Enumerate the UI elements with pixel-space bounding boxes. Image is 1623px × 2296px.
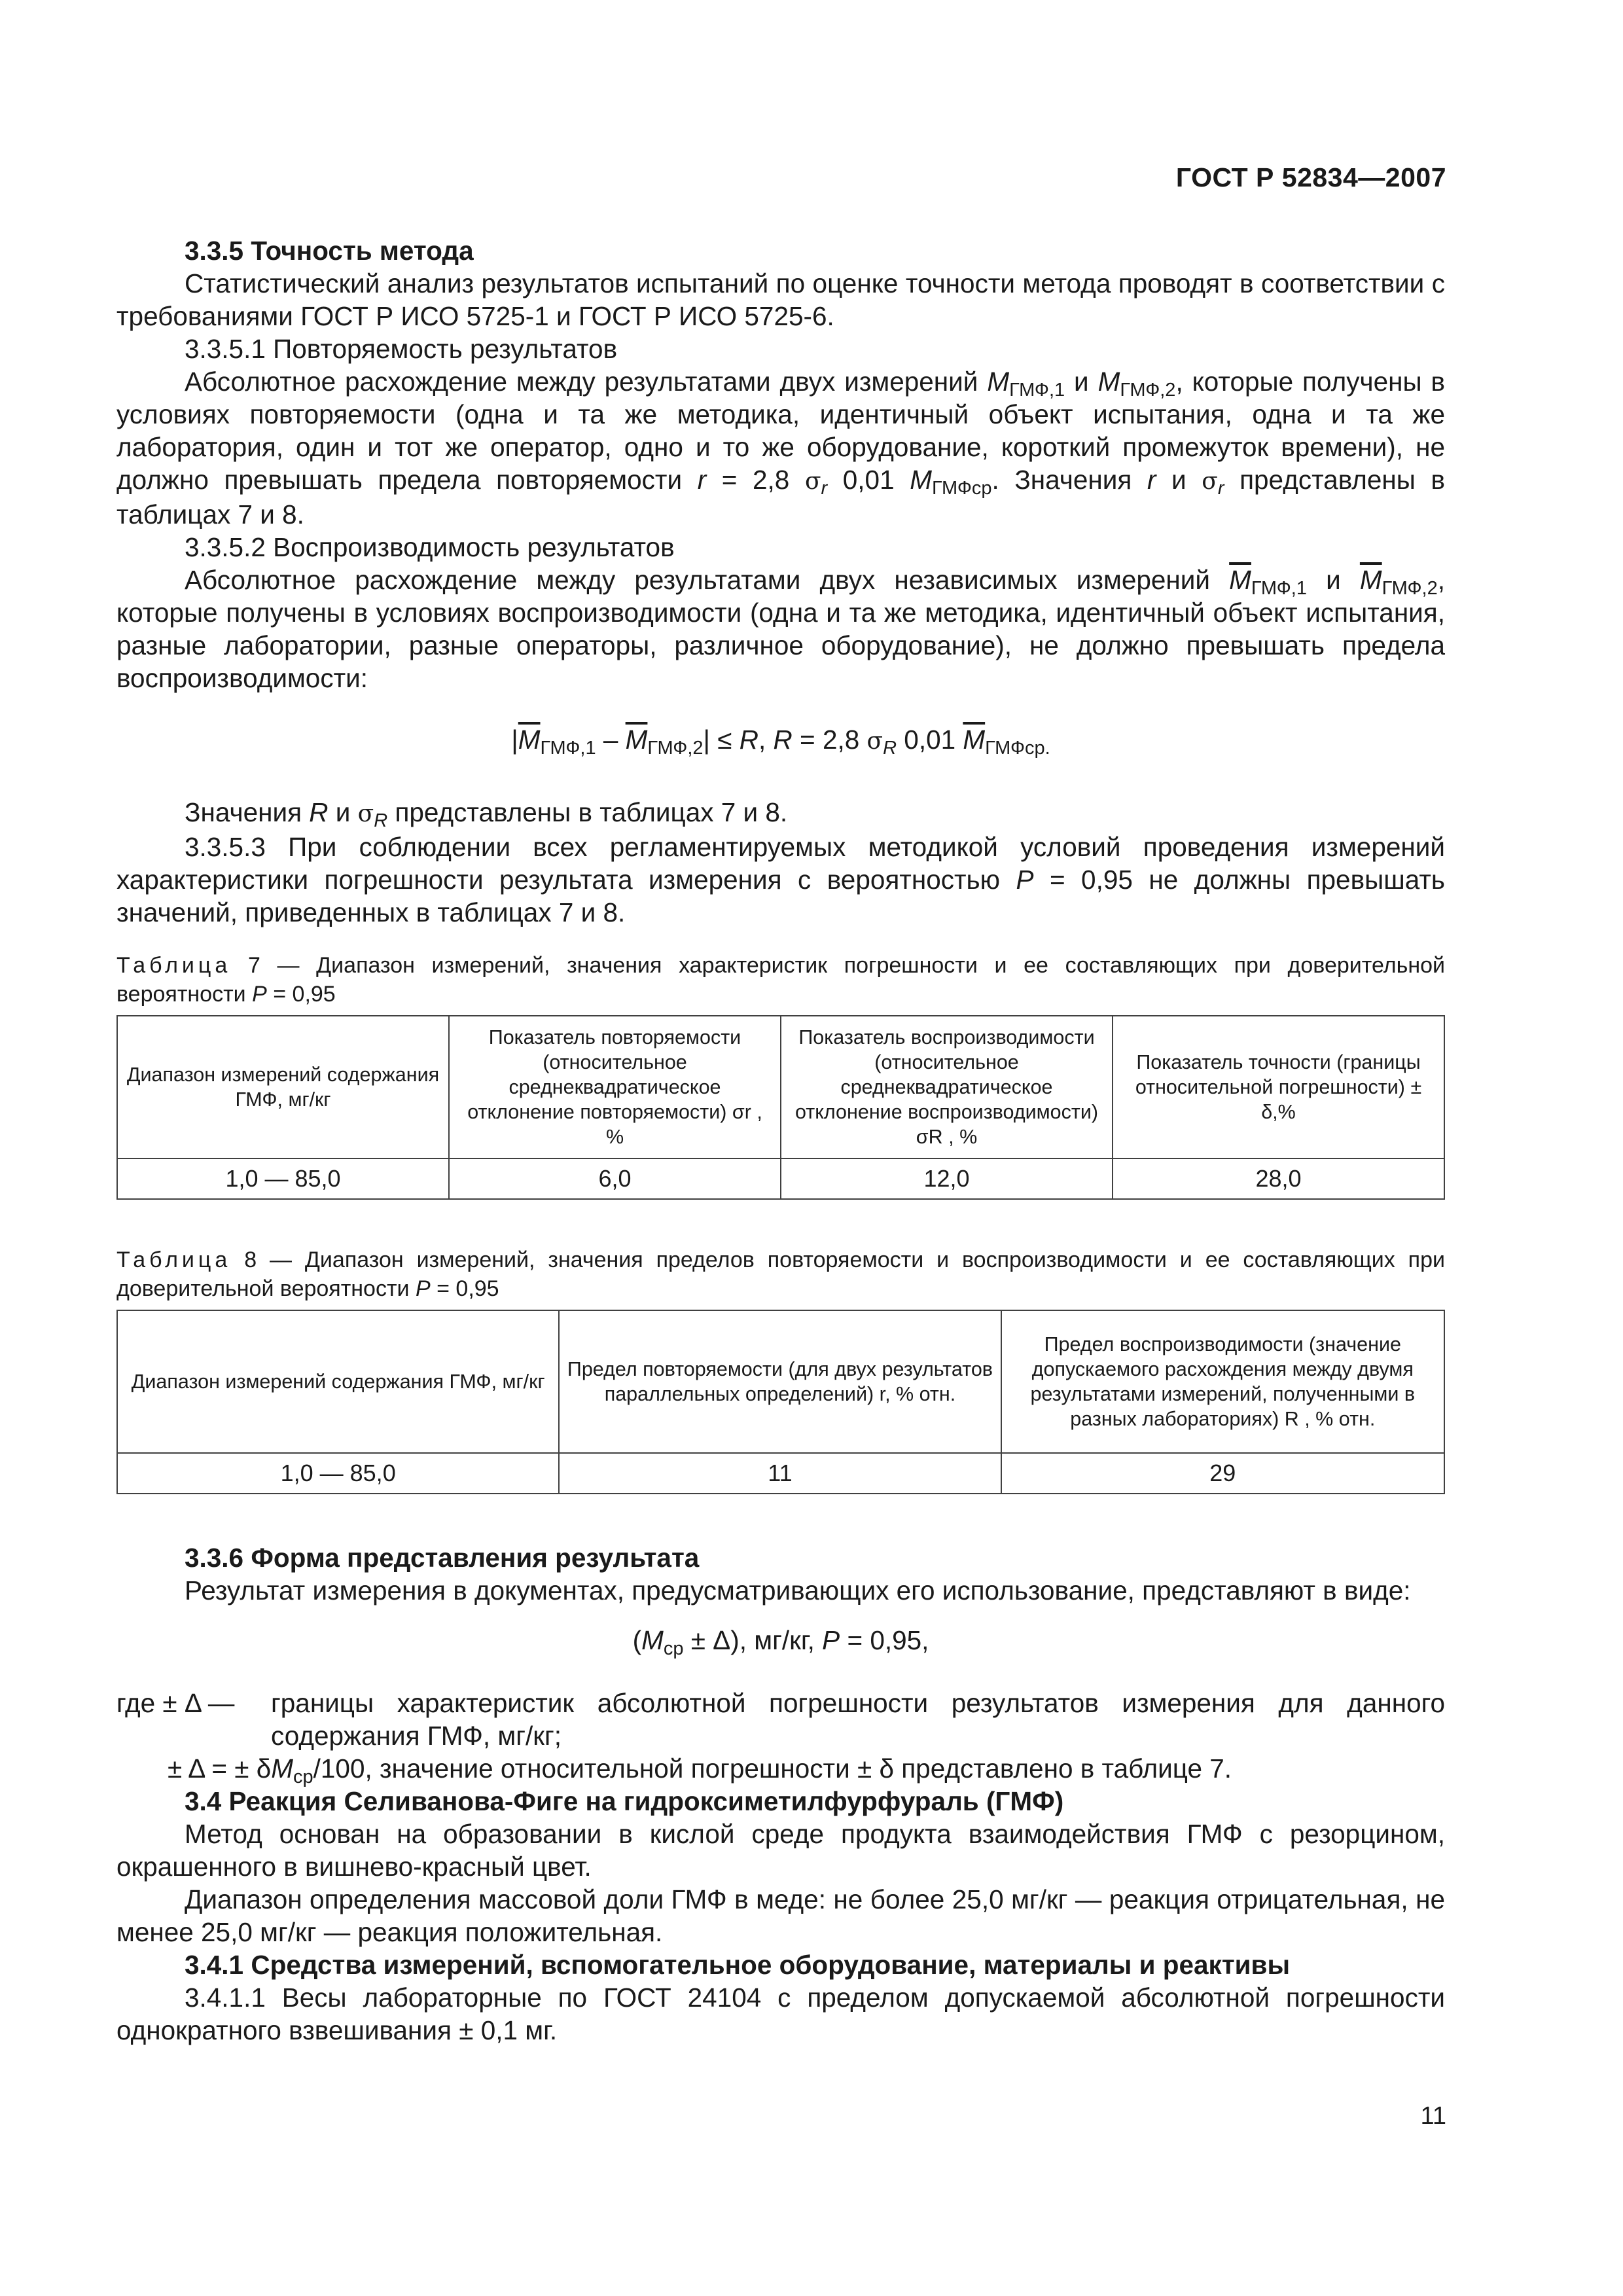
table-7-header-reproducibility: Показатель воспроизводимости (относительное среднеквадратическое отклонение воспроизводимости) σR , % <box>781 1016 1113 1158</box>
table-cell: 1,0 — 85,0 <box>117 1453 559 1494</box>
result-formula: $(M_{ср} \pm \Delta)$, мг/кг, P = 0,95, <box>632 1625 929 1659</box>
reproducibility-formula: $|\overline{M}_{ГМФ,1} - \overline{M}_{ГМФ,2}| \le R$, R = 2,8 $\sigma_R$ 0,01 $\overline{M}_{ГМФср.}$ <box>511 725 1050 759</box>
reproducibility-paragraph: Абсолютное расхождение между результатами двух независимых измерений $\overline{M}_{ГМФ,1}$ и $\overline{M}_{ГМФ,2}$, которые получены в условиях воспроизводимости (одна и та же методика, идентичный объект испытания, разные лаборатории, разные операторы, различное оборудование), не должно превышать предела воспроизводимости: <box>116 565 1445 693</box>
section-3-4-title: 3.4 Реакция Селиванова-Фиге на гидроксиметилфурфураль (ГМФ) <box>185 1786 1064 1816</box>
table-row <box>117 1453 1444 1494</box>
table-8-header-reproducibility-limit: Предел воспроизводимости (значение допускаемого расхождения между двумя результатами измерений, полученными в разных лабораториях) R , % отн. <box>1001 1310 1444 1453</box>
section-3-3-6-title: 3.3.6 Форма представления результата <box>185 1543 700 1573</box>
page-content <box>116 234 1445 2047</box>
section-3-3-6-paragraph: Результат измерения в документах, предусматривающих его использование, представляют в виде: <box>185 1575 1411 1605</box>
table-cell: 1,0 — 85,0 <box>117 1158 449 1199</box>
section-3-3-5-title: 3.3.5 Точность метода <box>185 236 474 266</box>
table-8 <box>116 1310 1445 1494</box>
table-7-caption: Таблица 7 — Диапазон измерений, значения характеристик погрешности и ее составляющих при доверительной вероятности P = 0,95 <box>116 953 1445 1007</box>
repeatability-paragraph: Абсолютное расхождение между результатами двух измерений $M_{ГМФ,1}$ и $M_{ГМФ,2}$, которые получены в условиях повторяемости (одна и та же методика, идентичный объект испытания, одна и та же лаборатория, один и тот же оператор, одно и то же оборудование, короткий промежуток времени), не должно превышать предела повторяемости r = 2,8 $\sigma_r$ 0,01 $M_{ГМФср}$. Значения r и $\sigma_r$ представлены в таблицах 7 и 8. <box>116 367 1446 529</box>
section-3-3-5-paragraph: Статистический анализ результатов испытаний по оценке точности метода проводят в соответствии с требованиями ГОСТ Р ИСО 5725-1 и ГОСТ Р ИСО 5725-6. <box>116 268 1445 331</box>
section-3-3-5-2-title: 3.3.5.2 Воспроизводимость результатов <box>185 532 675 562</box>
table-cell: 12,0 <box>781 1158 1113 1199</box>
where-label: где ± Δ — <box>116 1688 235 1718</box>
table-row <box>117 1158 1444 1199</box>
page-number: 11 <box>1420 2102 1446 2130</box>
section-3-3-5-3-paragraph: 3.3.5.3 При соблюдении всех регламентируемых методикой условий проведения измерений характеристики погрешности результата измерения с вероятностью P = 0,95 не должны превышать значений, приведенных в таблицах 7 и 8. <box>116 832 1445 927</box>
table-8-header-range: Диапазон измерений содержания ГМФ, мг/кг <box>117 1310 559 1453</box>
section-3-3-5-1-title: 3.3.5.1 Повторяемость результатов <box>185 334 618 364</box>
section-3-4-1-1-paragraph: 3.4.1.1 Весы лабораторные по ГОСТ 24104 с пределом допускаемой абсолютной погрешности однократного взвешивания ± 0,1 мг. <box>116 1982 1445 2045</box>
relative-error-line: ± Δ = ± $\delta M_{ср}/100$, значение относительной погрешности ± δ представлено в таблице 7. <box>168 1753 1232 1787</box>
table-cell: 28,0 <box>1113 1158 1444 1199</box>
section-3-4-1-title: 3.4.1 Средства измерений, вспомогательное оборудование, материалы и реактивы <box>185 1950 1291 1980</box>
where-definition: границы характеристик абсолютной погрешности результатов измерения для данного содержания ГМФ, мг/кг; <box>271 1688 1445 1751</box>
table-7-header-range: Диапазон измерений содержания ГМФ, мг/кг <box>117 1016 449 1158</box>
table-7-header-repeatability: Показатель повторяемости (относительное среднеквадратическое отклонение повторяемости) σr , % <box>449 1016 781 1158</box>
table-7 <box>116 1015 1445 1200</box>
table-7-header-accuracy: Показатель точности (границы относительной погрешности) ± δ,% <box>1113 1016 1444 1158</box>
section-3-4-paragraph-1: Метод основан на образовании в кислой среде продукта взаимодействия ГМФ с резорцином, окрашенного в вишнево-красный цвет. <box>116 1819 1445 1882</box>
table-8-header-repeatability-limit: Предел повторяемости (для двух результатов параллельных определений) r, % отн. <box>559 1310 1001 1453</box>
table-cell: 6,0 <box>449 1158 781 1199</box>
document-code: ГОСТ Р 52834—2007 <box>1175 162 1446 192</box>
table-cell: 29 <box>1001 1453 1444 1494</box>
table-8-caption: Таблица 8 — Диапазон измерений, значения пределов повторяемости и воспроизводимости и ее составляющих при доверительной вероятности P = 0,95 <box>116 1247 1445 1301</box>
section-3-4-paragraph-2: Диапазон определения массовой доли ГМФ в меде: не более 25,0 мг/кг — реакция отрицательная, не менее 25,0 мг/кг — реакция положительная. <box>116 1884 1445 1947</box>
values-reference-line: Значения R и $\sigma_R$ представлены в таблицах 7 и 8. <box>185 797 788 831</box>
where-clause <box>116 1687 1445 1752</box>
table-cell: 11 <box>559 1453 1001 1494</box>
